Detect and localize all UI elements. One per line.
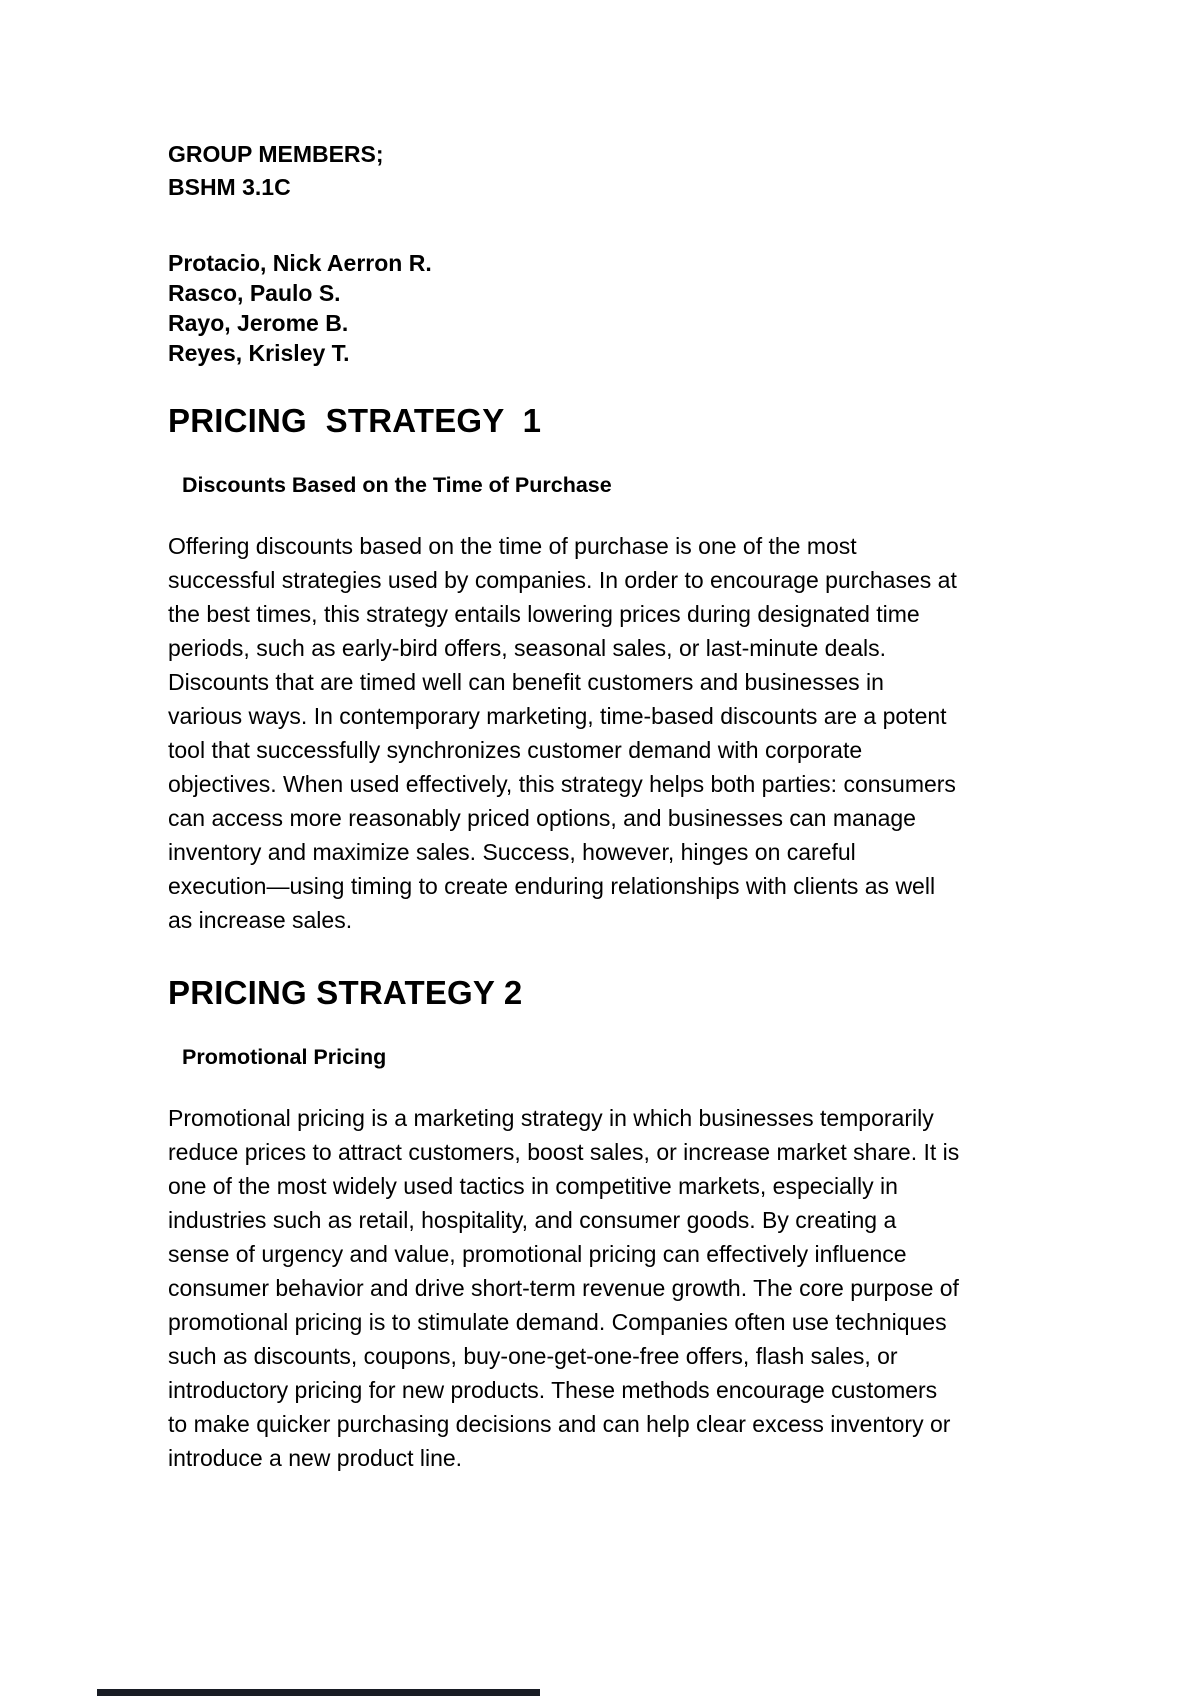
member-name: Reyes, Krisley T. (168, 340, 350, 366)
member-name: Protacio, Nick Aerron R. (168, 250, 432, 276)
section-body-text: Offering discounts based on the time of purchase is one of the most successful strategies used by companies. In order to encourage purchases at the best times, this strategy entails lowering prices during designated time periods, such as early-bird offers, seasonal sales, or last-minute deals. Discounts that are timed well can benefit customers and businesses in various ways. In contemporary marketing, time-based discounts are a potent tool that successfully synchronizes customer demand with corporate objectives. When used effectively, this strategy helps both parties: consumers can access more reasonably priced options, and businesses can manage inventory and maximize sales. Success, however, hinges on careful execution—using timing to create enduring relationships with clients as well as increase sales. (168, 533, 957, 933)
next-page-peek-strip (97, 1689, 540, 1696)
section-subtitle: Promotional Pricing (182, 1045, 387, 1069)
member-name: Rayo, Jerome B. (168, 310, 349, 336)
section-title: PRICING STRATEGY 1 (168, 402, 542, 439)
member-name: Rasco, Paulo S. (168, 280, 341, 306)
document-content (168, 138, 960, 1475)
section-title: PRICING STRATEGY 2 (168, 974, 523, 1011)
group-members-label: GROUP MEMBERS; (168, 141, 384, 167)
class-code: BSHM 3.1C (168, 174, 291, 200)
section-body-text: Promotional pricing is a marketing strategy in which businesses temporarily reduce prices to attract customers, boost sales, or increase market share. It is one of the most widely used tactics in competitive markets, especially in industries such as retail, hospitality, and consumer goods. By creating a sense of urgency and value, promotional pricing can effectively influence consumer behavior and drive short-term revenue growth. The core purpose of promotional pricing is to stimulate demand. Companies often use techniques such as discounts, coupons, buy-one-get-one-free offers, flash sales, or introductory pricing for new products. These methods encourage customers to make quicker purchasing decisions and can help clear excess inventory or introduce a new product line. (168, 1105, 960, 1471)
section-subtitle: Discounts Based on the Time of Purchase (182, 473, 612, 497)
section-pricing-strategy-1 (168, 401, 960, 937)
member-list (168, 248, 960, 368)
section-pricing-strategy-2 (168, 973, 960, 1475)
